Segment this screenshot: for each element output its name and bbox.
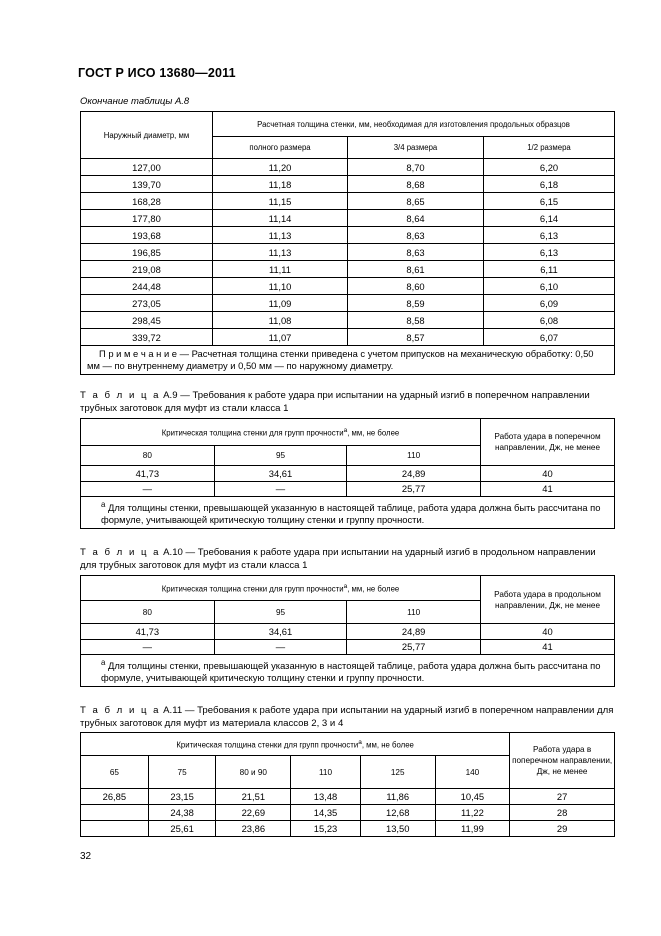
footnote-text: Для толщины стенки, превышающей указанную в настоящей таблице, работа удара должна быть рассчитана по формуле, учитывающей критическую толщину стенки и группу прочности. xyxy=(101,660,601,684)
table-cell: 8,65 xyxy=(348,193,484,210)
col-critical-thickness-unit: , мм, не более xyxy=(361,740,414,750)
document-header: ГОСТ Р ИСО 13680—2011 xyxy=(78,66,236,80)
table-a10-caption xyxy=(80,546,614,572)
table-row xyxy=(81,312,615,329)
col-critical-thickness-label: Критическая толщина стенки для групп прочности xyxy=(176,740,359,750)
col-impact-work: Работа удара в продольном направлении, Дж, не менее xyxy=(480,576,614,624)
table-cell: 11,07 xyxy=(213,329,348,346)
table-a11-caption xyxy=(80,704,614,730)
table-a8-caption: Окончание таблицы А.8 xyxy=(80,96,190,107)
table-a8 xyxy=(80,111,615,375)
table-a9-caption xyxy=(80,389,614,415)
table-cell: 6,09 xyxy=(484,295,615,312)
grade-95: 95 xyxy=(214,446,347,466)
col-impact-work: Работа удара в поперечном направлении, Дж, не менее xyxy=(480,419,614,466)
table-cell: 8,58 xyxy=(348,312,484,329)
table-cell: 12,68 xyxy=(360,805,435,821)
table-cell: 6,10 xyxy=(484,278,615,295)
table-a11-caption-text: А.11 — Требования к работе удара при испытании на ударный изгиб в поперечном направлении для трубных заготовок для муфт из материала классов 2, 3 и 4 xyxy=(80,705,614,729)
table-cell: 22,69 xyxy=(216,805,291,821)
table-cell: 40 xyxy=(480,624,614,640)
table-cell: 21,51 xyxy=(216,789,291,805)
table-a8-body xyxy=(81,159,615,346)
table-cell: 6,18 xyxy=(484,176,615,193)
col-critical-thickness-label: Критическая толщина стенки для групп прочности xyxy=(161,584,344,594)
table-cell: 219,08 xyxy=(81,261,213,278)
table-cell: 6,07 xyxy=(484,329,615,346)
table-row xyxy=(81,624,615,640)
table-a10-body xyxy=(81,624,615,655)
table-cell: 6,13 xyxy=(484,227,615,244)
table-label: Т а б л и ц а xyxy=(80,547,161,558)
footnote-mark: а xyxy=(101,500,106,510)
col-outer-diameter: Наружный диаметр, мм xyxy=(81,112,213,159)
table-a11 xyxy=(80,732,615,837)
table-cell: 24,89 xyxy=(347,466,481,482)
table-cell: 41 xyxy=(480,639,614,655)
table-a10 xyxy=(80,575,615,687)
table-cell: 11,22 xyxy=(435,805,510,821)
grade-125: 125 xyxy=(360,756,435,789)
table-row xyxy=(81,789,615,805)
table-cell: 23,86 xyxy=(216,821,291,837)
footnote-mark: а xyxy=(343,582,348,590)
table-cell: 41 xyxy=(480,481,614,497)
col-three-quarter-size: 3/4 размера xyxy=(348,137,484,159)
col-critical-thickness-unit: , мм, не более xyxy=(347,428,400,438)
table-row xyxy=(81,261,615,278)
table-cell: 8,68 xyxy=(348,176,484,193)
table-row xyxy=(81,193,615,210)
table-a10-footnote xyxy=(81,655,615,687)
table-cell: 11,18 xyxy=(213,176,348,193)
table-cell: 168,28 xyxy=(81,193,213,210)
table-cell: 11,99 xyxy=(435,821,510,837)
table-cell: 15,23 xyxy=(291,821,361,837)
table-cell: 11,08 xyxy=(213,312,348,329)
table-cell: 6,15 xyxy=(484,193,615,210)
grade-140: 140 xyxy=(435,756,510,789)
table-cell: 196,85 xyxy=(81,244,213,261)
col-impact-work: Работа удара в поперечном направлении, Дж, не менее xyxy=(510,733,615,789)
table-cell: 25,77 xyxy=(347,639,481,655)
col-critical-thickness-label: Критическая толщина стенки для групп прочности xyxy=(161,428,344,438)
table-cell: 28 xyxy=(510,805,615,821)
footnote-mark: а xyxy=(101,658,106,668)
col-wall-thickness-group: Расчетная толщина стенки, мм, необходимая для изготовления продольных образцов xyxy=(213,112,615,137)
table-cell: 139,70 xyxy=(81,176,213,193)
table-cell: — xyxy=(81,481,215,497)
table-cell: 11,15 xyxy=(213,193,348,210)
footnote-mark: а xyxy=(343,426,348,434)
table-cell: 13,48 xyxy=(291,789,361,805)
note-label: П р и м е ч а н и е xyxy=(99,348,178,359)
col-critical-thickness-unit: , мм, не более xyxy=(347,584,400,594)
grade-80-и-90: 80 и 90 xyxy=(216,756,291,789)
table-cell: 27 xyxy=(510,789,615,805)
table-cell: 10,45 xyxy=(435,789,510,805)
table-cell: 8,59 xyxy=(348,295,484,312)
table-cell xyxy=(81,805,149,821)
col-critical-thickness xyxy=(81,733,510,756)
table-cell xyxy=(81,821,149,837)
table-cell: 25,77 xyxy=(347,481,481,497)
table-cell: 6,11 xyxy=(484,261,615,278)
table-row xyxy=(81,481,615,497)
table-cell: — xyxy=(214,481,347,497)
table-cell: 6,14 xyxy=(484,210,615,227)
table-row xyxy=(81,329,615,346)
table-a11-body xyxy=(81,789,615,837)
table-a10-caption-text: А.10 — Требования к работе удара при испытании на ударный изгиб в продольном направлении для трубных заготовок для муфт из стали класса 1 xyxy=(80,547,596,571)
table-row xyxy=(81,227,615,244)
grade-110: 110 xyxy=(347,601,481,624)
table-cell: 298,45 xyxy=(81,312,213,329)
table-cell: 8,63 xyxy=(348,227,484,244)
table-row xyxy=(81,159,615,176)
table-cell: 8,57 xyxy=(348,329,484,346)
table-cell: 11,09 xyxy=(213,295,348,312)
table-cell: 23,15 xyxy=(148,789,216,805)
table-cell: 11,14 xyxy=(213,210,348,227)
table-cell: 177,80 xyxy=(81,210,213,227)
table-cell: 24,89 xyxy=(347,624,481,640)
table-cell: 6,08 xyxy=(484,312,615,329)
table-cell: 8,61 xyxy=(348,261,484,278)
table-cell: 339,72 xyxy=(81,329,213,346)
footnote-mark: а xyxy=(358,738,362,746)
table-cell: 6,13 xyxy=(484,244,615,261)
table-row xyxy=(81,278,615,295)
table-cell: 34,61 xyxy=(214,624,347,640)
page-number: 32 xyxy=(80,851,92,862)
grade-80: 80 xyxy=(81,446,215,466)
table-row xyxy=(81,805,615,821)
table-a9-footnote xyxy=(81,497,615,529)
col-half-size: 1/2 размера xyxy=(484,137,615,159)
table-cell: 41,73 xyxy=(81,466,215,482)
table-cell: 127,00 xyxy=(81,159,213,176)
table-cell: 26,85 xyxy=(81,789,149,805)
table-a8-note xyxy=(81,346,615,375)
note-text: — Расчетная толщина стенки приведена с учетом припусков на механическую обработку: 0,50 мм — по внутреннему диаметру и 0,50 мм — по наружному диаметру. xyxy=(87,348,594,371)
table-cell: 40 xyxy=(480,466,614,482)
grade-75: 75 xyxy=(148,756,216,789)
table-cell: 34,61 xyxy=(214,466,347,482)
table-cell: 13,50 xyxy=(360,821,435,837)
table-row xyxy=(81,295,615,312)
table-row xyxy=(81,466,615,482)
table-cell: 11,86 xyxy=(360,789,435,805)
table-cell: 193,68 xyxy=(81,227,213,244)
table-label: Т а б л и ц а xyxy=(80,390,161,401)
table-cell: 11,13 xyxy=(213,244,348,261)
table-cell: 14,35 xyxy=(291,805,361,821)
table-cell: 8,60 xyxy=(348,278,484,295)
grade-65: 65 xyxy=(81,756,149,789)
table-cell: 11,11 xyxy=(213,261,348,278)
footnote-text: Для толщины стенки, превышающей указанную в настоящей таблице, работа удара должна быть рассчитана по формуле, учитывающей критическую толщину стенки и группу прочности. xyxy=(101,502,601,526)
col-critical-thickness xyxy=(81,419,481,446)
table-cell: 8,70 xyxy=(348,159,484,176)
table-row xyxy=(81,244,615,261)
table-cell: 29 xyxy=(510,821,615,837)
table-row xyxy=(81,821,615,837)
table-cell: 273,05 xyxy=(81,295,213,312)
table-cell: 8,64 xyxy=(348,210,484,227)
grade-80: 80 xyxy=(81,601,215,624)
table-cell: 25,61 xyxy=(148,821,216,837)
table-cell: 244,48 xyxy=(81,278,213,295)
table-row xyxy=(81,210,615,227)
table-cell: 11,13 xyxy=(213,227,348,244)
table-cell: 24,38 xyxy=(148,805,216,821)
table-row xyxy=(81,639,615,655)
grade-95: 95 xyxy=(214,601,347,624)
table-cell: 41,73 xyxy=(81,624,215,640)
table-cell: 11,10 xyxy=(213,278,348,295)
table-cell: 8,63 xyxy=(348,244,484,261)
table-a9-body xyxy=(81,466,615,497)
table-cell: 11,20 xyxy=(213,159,348,176)
table-row xyxy=(81,176,615,193)
col-critical-thickness xyxy=(81,576,481,601)
table-a9-caption-text: А.9 — Требования к работе удара при испытании на ударный изгиб в поперечном направлении трубных заготовок для муфт из стали класса 1 xyxy=(80,390,590,414)
col-full-size: полного размера xyxy=(213,137,348,159)
table-label: Т а б л и ц а xyxy=(80,705,161,716)
table-cell: — xyxy=(214,639,347,655)
table-cell: 6,20 xyxy=(484,159,615,176)
grade-110: 110 xyxy=(291,756,361,789)
grade-110: 110 xyxy=(347,446,481,466)
table-a9 xyxy=(80,418,615,529)
table-cell: — xyxy=(81,639,215,655)
